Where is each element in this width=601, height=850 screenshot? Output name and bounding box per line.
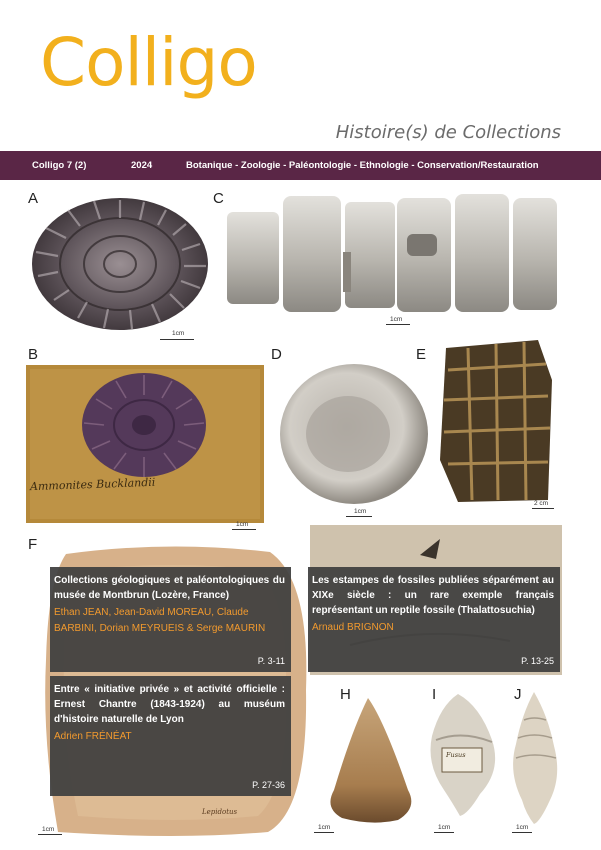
- vertebra-disk-image: [276, 360, 436, 510]
- figure-letter-d: D: [271, 346, 282, 363]
- gastropod-shell-j-image: [504, 690, 568, 826]
- issue-year: 2024: [131, 160, 153, 171]
- figure-letter-f: F: [28, 536, 38, 553]
- figure-letter-i: I: [432, 686, 437, 703]
- figure-letter-h: H: [340, 686, 351, 703]
- scale-label-j: 1cm: [516, 824, 529, 831]
- scale-bar-d: [346, 516, 372, 517]
- article-title[interactable]: Collections géologiques et paléontologiques du musée de Montbrun (Lozère, France): [54, 575, 285, 601]
- article-panel-3[interactable]: [50, 676, 291, 796]
- specimen-label-i: Fusus: [446, 751, 466, 759]
- article-panel-1[interactable]: [50, 567, 291, 672]
- journal-subtitle: Histoire(s) de Collections: [335, 122, 561, 143]
- scale-label-d: 1cm: [354, 508, 367, 515]
- scale-label-c: 1cm: [390, 316, 403, 323]
- figure-letter-b: B: [28, 346, 39, 363]
- shark-tooth-image: [318, 690, 428, 830]
- figure-letter-j: J: [514, 686, 522, 703]
- figure-letter-a: A: [28, 190, 39, 207]
- issue-band: [0, 151, 601, 180]
- scale-bar-e: [532, 508, 554, 509]
- scale-bar-j: [512, 832, 532, 833]
- article-panel-2[interactable]: [308, 567, 560, 672]
- scale-label-b: 1cm: [236, 521, 249, 528]
- article-pages: P. 3-11: [257, 656, 285, 666]
- fossil-wood-image: [438, 340, 558, 505]
- scale-bar-b: [232, 529, 256, 530]
- specimen-label-f: Lepidotus: [202, 808, 238, 816]
- article-title[interactable]: Les estampes de fossiles publiées séparément au XIXe siècle : un rare exemple français représentant un reptile fossile (Thalattosuchia): [312, 575, 554, 616]
- journal-logo: Colligo: [40, 24, 257, 101]
- issue-topics: Botanique - Zoologie - Paléontologie - Ethnologie - Conservation/Restauration: [186, 160, 539, 171]
- figure-letter-e: E: [416, 346, 427, 363]
- article-pages: P. 27-36: [252, 780, 285, 790]
- article-authors: Arnaud BRIGNON: [312, 622, 394, 633]
- labelled-ammonite-image: [26, 365, 266, 525]
- specimen-label-b: Ammonites Bucklandii: [29, 475, 156, 494]
- scale-label-i: 1cm: [438, 824, 451, 831]
- article-authors: Ethan JEAN, Jean-David MOREAU, Claude BARBINI, Dorian MEYRUEIS & Serge MAURIN: [54, 607, 266, 634]
- scale-bar-i: [434, 832, 454, 833]
- article-title[interactable]: Entre « initiative privée » et activité officielle : Ernest Chantre (1843-1924) au muséum d'histoire naturelle de Lyon: [54, 684, 285, 725]
- ammonite-specimen-image: [24, 192, 214, 332]
- scale-label-a: 1cm: [172, 330, 185, 337]
- vertebrae-specimen-image: [225, 190, 560, 320]
- scale-bar-c: [386, 324, 410, 325]
- scale-bar-a: [160, 339, 194, 340]
- figure-letter-c: C: [213, 190, 224, 207]
- scale-bar-h: [314, 832, 334, 833]
- scale-label-e: 2 cm: [534, 500, 549, 507]
- scale-bar-f: [38, 834, 62, 835]
- article-authors: Adrien FRÉNÉAT: [54, 731, 132, 742]
- issue-number: Colligo 7 (2): [32, 160, 87, 171]
- scale-label-h: 1cm: [318, 824, 331, 831]
- article-pages: P. 13-25: [521, 656, 554, 666]
- scale-label-f: 1cm: [42, 826, 55, 833]
